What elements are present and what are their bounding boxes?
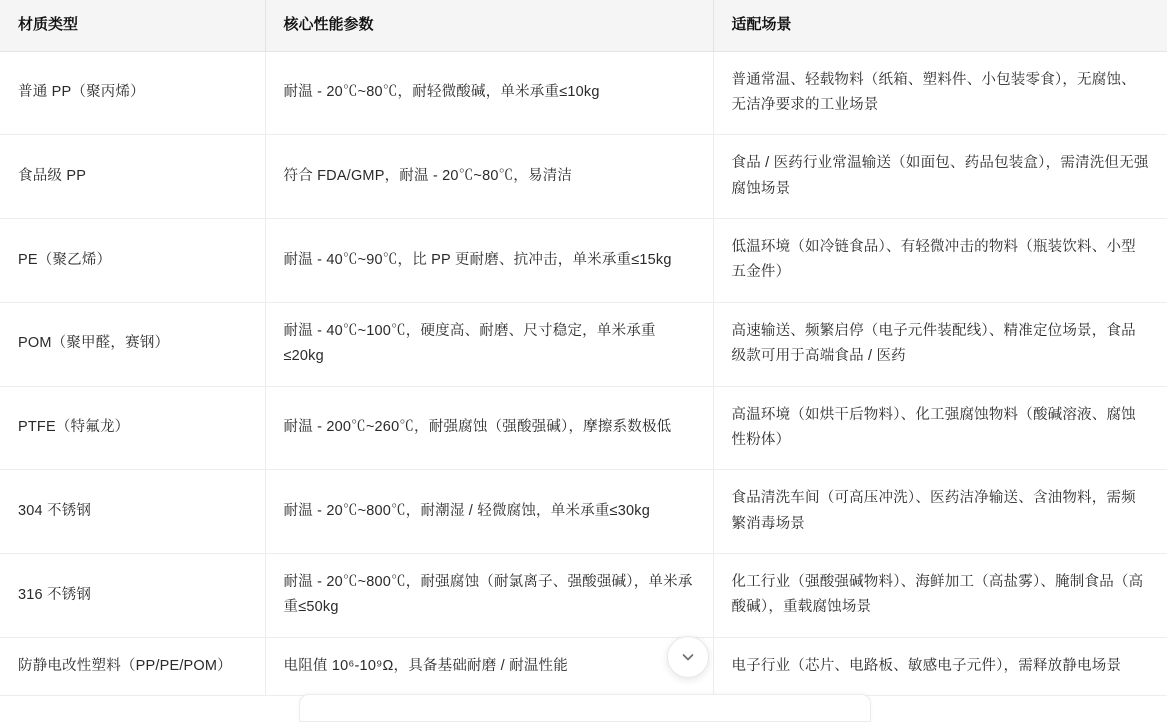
cell-material-type: POM（聚甲醛，赛钢） [0, 302, 265, 386]
bottom-card-peek [299, 694, 871, 722]
cell-material-type: 防静电改性塑料（PP/PE/POM） [0, 637, 265, 695]
cell-core-parameters: 耐温 - 20℃~800℃，耐潮湿 / 轻微腐蚀，单米承重≤30kg [265, 470, 713, 554]
cell-material-type: 食品级 PP [0, 135, 265, 219]
cell-core-parameters: 耐温 - 40℃~100℃，硬度高、耐磨、尺寸稳定，单米承重≤20kg [265, 302, 713, 386]
cell-application-scene: 食品 / 医药行业常温输送（如面包、药品包装盒），需清洗但无强腐蚀场景 [713, 135, 1167, 219]
table-header [0, 0, 1167, 51]
column-header-core-parameters: 核心性能参数 [265, 0, 713, 51]
cell-application-scene: 化工行业（强酸强碱物料）、海鲜加工（高盐雾）、腌制食品（高酸碱），重载腐蚀场景 [713, 554, 1167, 638]
cell-core-parameters: 耐温 - 20℃~80℃，耐轻微酸碱，单米承重≤10kg [265, 51, 713, 135]
table-row [0, 470, 1167, 554]
cell-core-parameters: 耐温 - 20℃~800℃，耐强腐蚀（耐氯离子、强酸强碱），单米承重≤50kg [265, 554, 713, 638]
cell-material-type: PE（聚乙烯） [0, 219, 265, 303]
cell-material-type: 316 不锈钢 [0, 554, 265, 638]
table-header-row [0, 0, 1167, 51]
table-row [0, 302, 1167, 386]
cell-material-type: 普通 PP（聚丙烯） [0, 51, 265, 135]
cell-application-scene: 低温环境（如冷链食品）、有轻微冲击的物料（瓶装饮料、小型五金件） [713, 219, 1167, 303]
cell-application-scene: 电子行业（芯片、电路板、敏感电子元件），需释放静电场景 [713, 637, 1167, 695]
cell-core-parameters: 耐温 - 200℃~260℃，耐强腐蚀（强酸强碱），摩擦系数极低 [265, 386, 713, 470]
chevron-down-icon [679, 648, 697, 666]
table-row [0, 386, 1167, 470]
column-header-application-scene: 适配场景 [713, 0, 1167, 51]
cell-application-scene: 普通常温、轻载物料（纸箱、塑料件、小包装零食），无腐蚀、无洁净要求的工业场景 [713, 51, 1167, 135]
table-body [0, 51, 1167, 696]
cell-application-scene: 高速输送、频繁启停（电子元件装配线）、精准定位场景，食品级款可用于高端食品 / 医药 [713, 302, 1167, 386]
cell-application-scene: 高温环境（如烘干后物料）、化工强腐蚀物料（酸碱溶液、腐蚀性粉体） [713, 386, 1167, 470]
cell-core-parameters: 符合 FDA/GMP，耐温 - 20℃~80℃，易清洁 [265, 135, 713, 219]
table-row [0, 51, 1167, 135]
table-row [0, 219, 1167, 303]
cell-material-type: 304 不锈钢 [0, 470, 265, 554]
table-row [0, 554, 1167, 638]
column-header-material-type: 材质类型 [0, 0, 265, 51]
cell-core-parameters: 电阻值 10⁶-10⁹Ω，具备基础耐磨 / 耐温性能 [265, 637, 713, 695]
cell-application-scene: 食品清洗车间（可高压冲洗）、医药洁净输送、含油物料，需频繁消毒场景 [713, 470, 1167, 554]
cell-core-parameters: 耐温 - 40℃~90℃，比 PP 更耐磨、抗冲击，单米承重≤15kg [265, 219, 713, 303]
expand-collapse-button[interactable] [667, 636, 709, 678]
cell-material-type: PTFE（特氟龙） [0, 386, 265, 470]
table-row [0, 637, 1167, 695]
table-row [0, 135, 1167, 219]
